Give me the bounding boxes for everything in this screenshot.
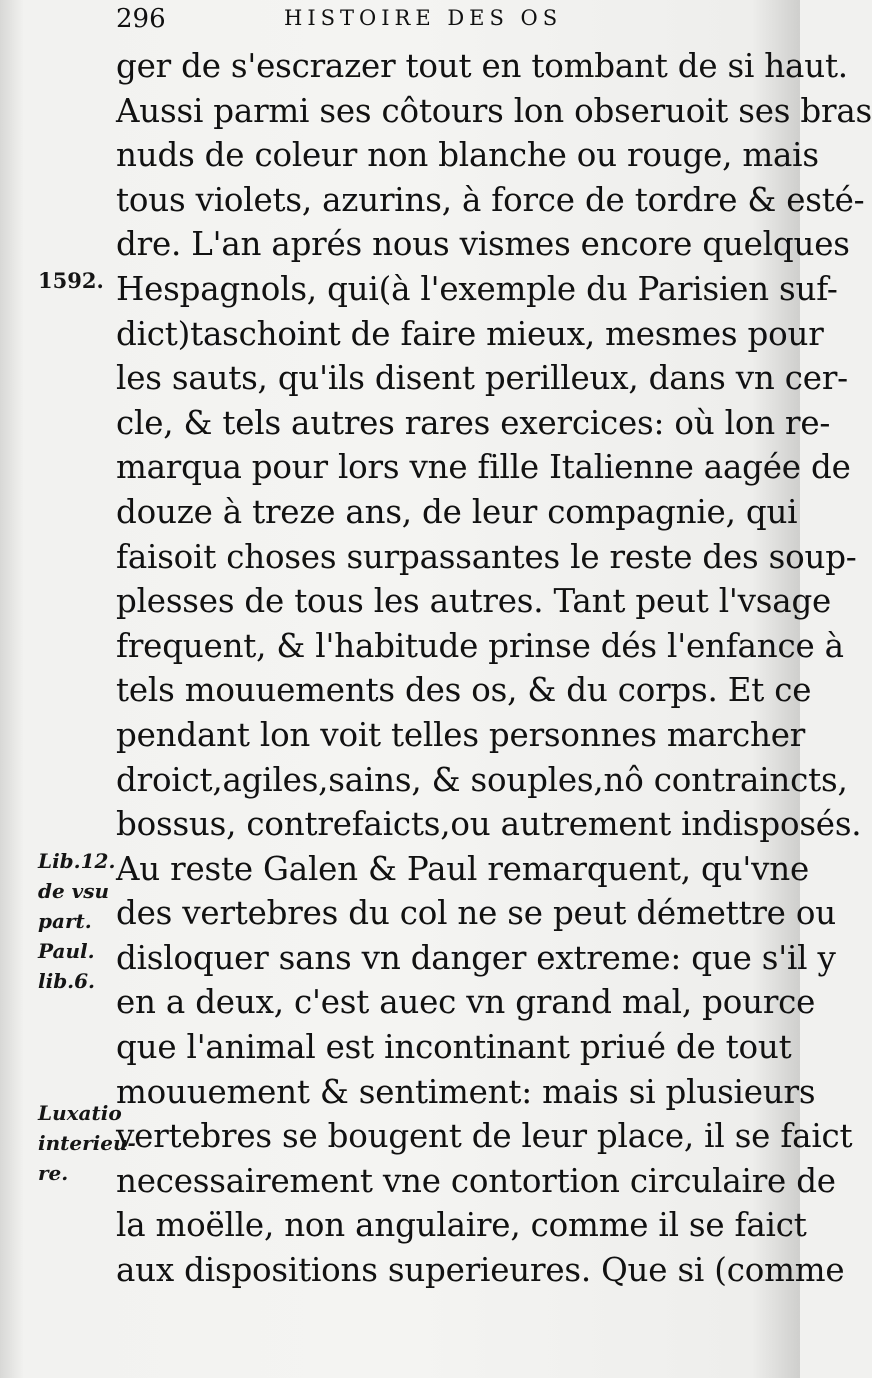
text-line: les sauts, qu'ils disent perilleux, dans vn cer- <box>116 359 848 398</box>
margin-reference-line: lib.6. <box>38 969 96 993</box>
text-line: nuds de coleur non blanche ou rouge, mais <box>116 136 819 175</box>
margin-reference-line: de vsu <box>38 879 110 903</box>
running-head: HISTOIRE DES OS <box>284 6 563 30</box>
text-line: cle, & tels autres rares exercices: où lon re- <box>116 403 831 442</box>
margin-reference-line: part. <box>38 909 92 933</box>
text-line: Hespagnols, qui(à l'exemple du Parisien suf- <box>116 269 838 308</box>
margin-heading-line: Luxatio <box>38 1101 122 1125</box>
text-line: que l'animal est incontinant priué de tout <box>116 1028 792 1067</box>
text-line: dict)taschoint de faire mieux, mesmes pour <box>116 314 824 353</box>
text-line: vertebres se bougent de leur place, il se faict <box>116 1117 853 1156</box>
text-line: douze à treze ans, de leur compagnie, qui <box>116 492 798 531</box>
text-line: ger de s'escrazer tout en tombant de si haut. <box>116 47 848 85</box>
body-text <box>116 44 872 1293</box>
text-line: mouuement & sentiment: mais si plusieurs <box>116 1072 816 1111</box>
margin-reference-line: Lib.12. <box>38 849 116 873</box>
text-line: frequent, & l'habitude prinse dés l'enfance à <box>116 626 844 665</box>
text-line: faisoit choses surpassantes le reste des soup- <box>116 537 857 576</box>
text-line: plesses de tous les autres. Tant peut l'vsage <box>116 582 832 621</box>
text-line: des vertebres du col ne se peut démettre ou <box>116 894 836 933</box>
text-line: pendant lon voit telles personnes marcher <box>116 715 806 754</box>
text-line: en a deux, c'est auec vn grand mal, pource <box>116 983 816 1022</box>
text-line: dre. L'an aprés nous vismes encore quelques <box>116 225 850 264</box>
margin-note-year: 1592. <box>38 268 104 293</box>
text-line: aux dispositions superieures. Que si (comme <box>116 1251 845 1290</box>
text-line: tels mouuements des os, & du corps. Et ce <box>116 671 812 710</box>
page-header <box>116 4 756 34</box>
text-line: disloquer sans vn danger extreme: que s'il y <box>116 938 836 977</box>
text-line: marqua pour lors vne fille Italienne aagée de <box>116 448 851 487</box>
margin-heading-line: interieu- <box>38 1131 136 1155</box>
text-line: tous violets, azurins, à force de tordre & esté- <box>116 180 865 219</box>
text-line: Au reste Galen & Paul remarquent, qu'vne <box>116 849 810 888</box>
text-line: la moëlle, non angulaire, comme il se faict <box>116 1206 807 1245</box>
text-line: bossus, contrefaicts,ou autrement indisposés. <box>116 805 862 844</box>
margin-note-reference <box>38 846 115 996</box>
margin-reference-line: Paul. <box>38 939 95 963</box>
margin-heading-line: re. <box>38 1161 69 1185</box>
text-line: droict,agiles,sains, & souples,nô contraincts, <box>116 760 848 799</box>
page-number: 296 <box>116 4 166 34</box>
text-line: necessairement vne contortion circulaire de <box>116 1161 836 1200</box>
text-line: Aussi parmi ses côtours lon obseruoit ses bras <box>116 91 872 130</box>
